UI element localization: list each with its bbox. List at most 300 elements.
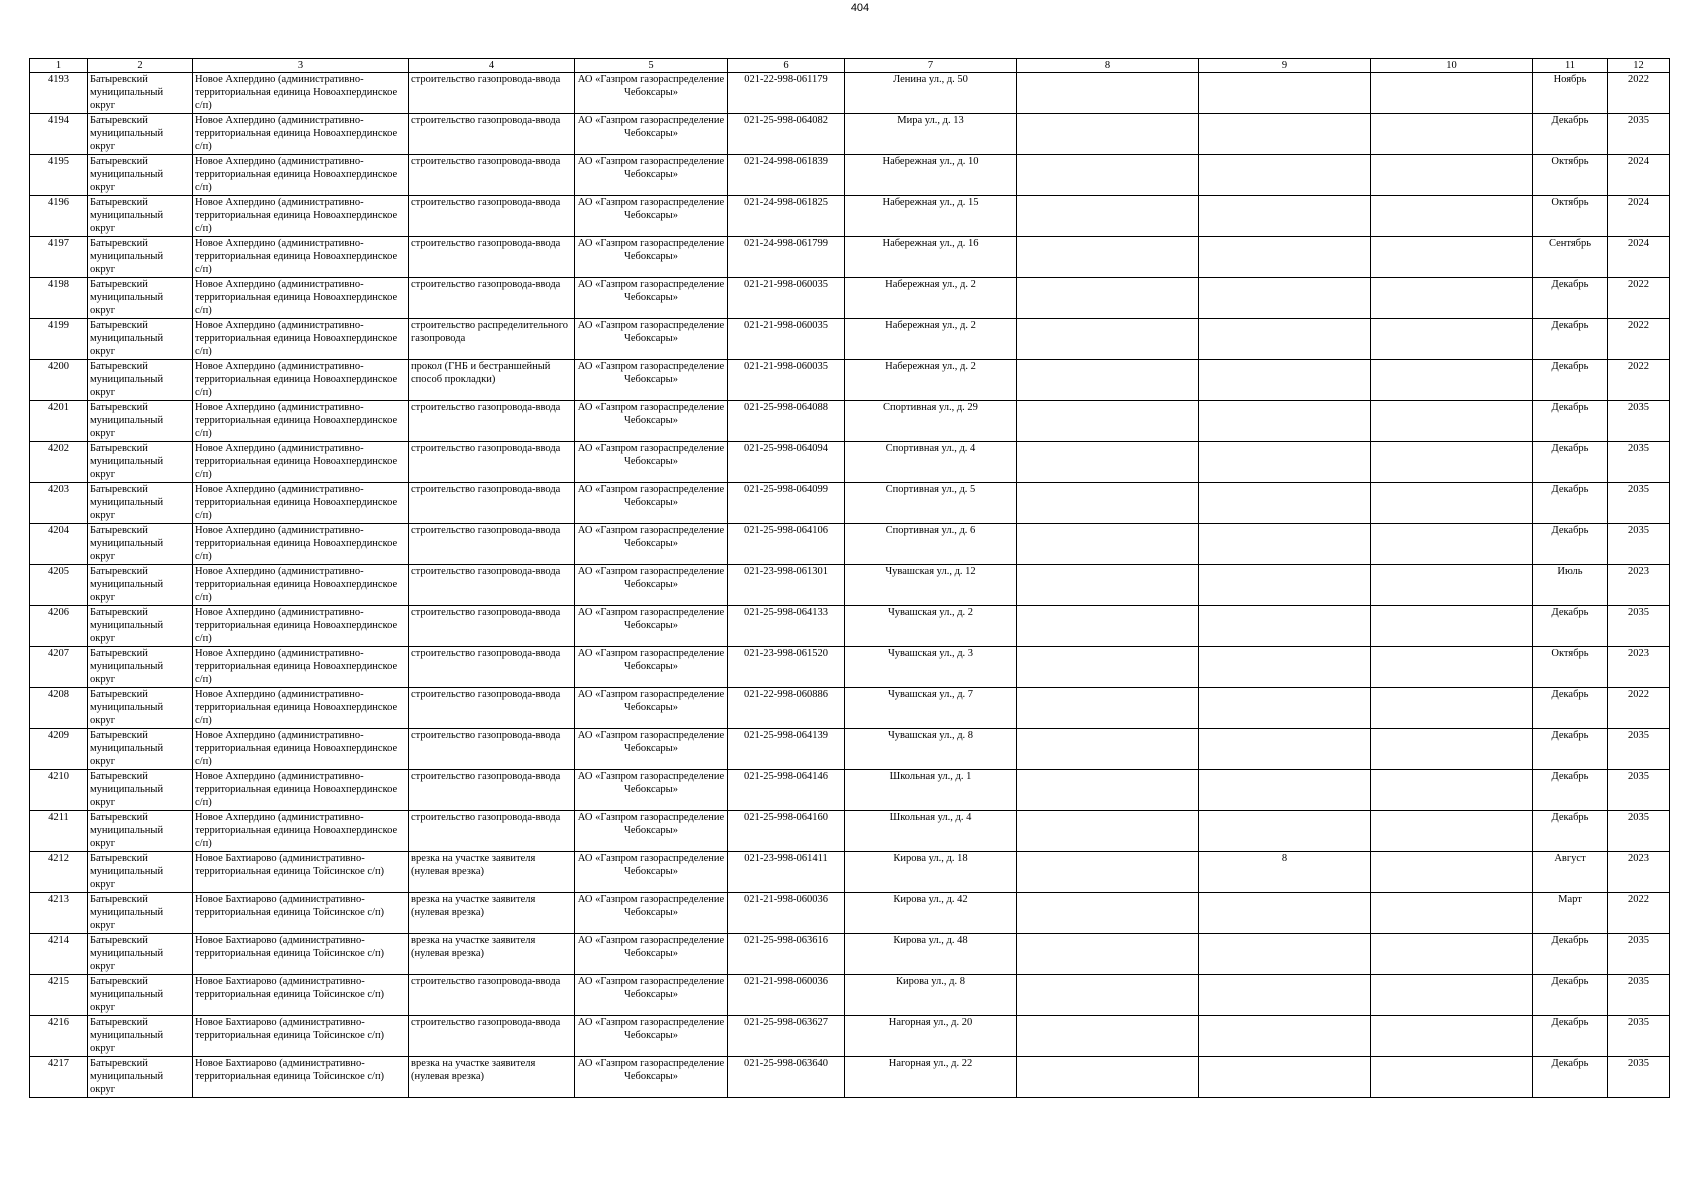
settlement-cell-text: Новое Бахтиарово (административно-территориальная единица Тойсинское с/п)	[195, 853, 385, 877]
column-9-cell	[1199, 647, 1371, 688]
row-number	[30, 196, 88, 237]
organization-cell	[575, 483, 728, 524]
row-number	[30, 1016, 88, 1057]
column-8-cell	[1017, 360, 1199, 401]
year-cell	[1608, 73, 1670, 114]
year-cell-text: 2024	[1628, 197, 1649, 208]
organization-cell-text: АО «Газпром газораспределение Чебоксары»	[577, 115, 725, 139]
year-cell	[1608, 565, 1670, 606]
organization-cell-text: АО «Газпром газораспределение Чебоксары»	[577, 935, 725, 959]
district-cell-text: Батыревский муниципальный округ	[90, 525, 164, 562]
district-cell-text: Батыревский муниципальный округ	[90, 648, 164, 685]
work-type-cell	[409, 893, 575, 934]
address-cell	[845, 688, 1017, 729]
work-type-cell-text: строительство газопровода-ввода	[411, 443, 561, 454]
column-10-cell	[1371, 1057, 1533, 1098]
table-row	[30, 401, 1670, 442]
column-10-cell	[1371, 114, 1533, 155]
settlement-cell	[193, 811, 409, 852]
work-type-cell	[409, 688, 575, 729]
table-row	[30, 319, 1670, 360]
column-10-cell	[1371, 360, 1533, 401]
address-cell-text: Чувашская ул., д. 2	[887, 607, 974, 618]
settlement-cell-text: Новое Ахпердино (административно-территориальная единица Новоахпердинское с/п)	[195, 74, 398, 111]
column-header: 10	[1371, 59, 1533, 73]
work-type-cell	[409, 319, 575, 360]
work-type-cell-text: строительство газопровода-ввода	[411, 238, 561, 249]
district-cell-text: Батыревский муниципальный округ	[90, 115, 164, 152]
organization-cell-text: АО «Газпром газораспределение Чебоксары»	[577, 320, 725, 344]
district-cell-text: Батыревский муниципальный округ	[90, 730, 164, 767]
organization-cell	[575, 319, 728, 360]
row-number-text: 4195	[48, 156, 69, 167]
month-cell	[1533, 73, 1608, 114]
month-cell-text: Март	[1558, 894, 1582, 905]
year-cell-text: 2022	[1628, 689, 1649, 700]
work-type-cell-text: строительство газопровода-ввода	[411, 1017, 561, 1028]
district-cell-text: Батыревский муниципальный округ	[90, 771, 164, 808]
object-code-cell	[728, 893, 845, 934]
address-cell-text: Мира ул., д. 13	[897, 115, 964, 126]
month-cell	[1533, 975, 1608, 1016]
district-cell-text: Батыревский муниципальный округ	[90, 812, 164, 849]
table-row	[30, 688, 1670, 729]
district-cell	[88, 155, 193, 196]
object-code-cell-text: 021-25-998-064133	[744, 607, 828, 618]
column-9-cell	[1199, 319, 1371, 360]
district-cell-text: Батыревский муниципальный округ	[90, 1017, 164, 1054]
row-number-text: 4204	[48, 525, 69, 536]
organization-cell	[575, 1016, 728, 1057]
object-code-cell-text: 021-22-998-061179	[744, 74, 828, 85]
table-row	[30, 237, 1670, 278]
object-code-cell-text: 021-25-998-063640	[744, 1058, 828, 1069]
column-8-cell	[1017, 852, 1199, 893]
object-code-cell	[728, 1016, 845, 1057]
district-cell-text: Батыревский муниципальный округ	[90, 361, 164, 398]
settlement-cell	[193, 237, 409, 278]
work-type-cell	[409, 934, 575, 975]
object-code-cell	[728, 524, 845, 565]
work-type-cell	[409, 1016, 575, 1057]
settlement-cell-text: Новое Бахтиарово (административно-территориальная единица Тойсинское с/п)	[195, 1058, 385, 1082]
work-type-cell-text: строительство газопровода-ввода	[411, 730, 561, 741]
year-cell-text: 2022	[1628, 320, 1649, 331]
year-cell	[1608, 360, 1670, 401]
district-cell-text: Батыревский муниципальный округ	[90, 607, 164, 644]
row-number	[30, 155, 88, 196]
year-cell-text: 2035	[1628, 402, 1649, 413]
address-cell-text: Набережная ул., д. 2	[885, 279, 976, 290]
organization-cell	[575, 606, 728, 647]
settlement-cell	[193, 73, 409, 114]
year-cell	[1608, 278, 1670, 319]
month-cell	[1533, 852, 1608, 893]
settlement-cell	[193, 1057, 409, 1098]
object-code-cell	[728, 278, 845, 319]
settlement-cell	[193, 688, 409, 729]
page-number: 404	[850, 2, 870, 14]
work-type-cell	[409, 483, 575, 524]
month-cell	[1533, 1057, 1608, 1098]
district-cell	[88, 852, 193, 893]
organization-cell	[575, 1057, 728, 1098]
organization-cell-text: АО «Газпром газораспределение Чебоксары»	[577, 484, 725, 508]
object-code-cell	[728, 688, 845, 729]
organization-cell	[575, 811, 728, 852]
column-10-cell	[1371, 278, 1533, 319]
header-row	[30, 59, 1670, 73]
object-code-cell-text: 021-25-998-064160	[744, 812, 828, 823]
work-type-cell-text: прокол (ГНБ и бестраншейный способ прокладки)	[411, 361, 551, 385]
column-9-cell	[1199, 524, 1371, 565]
work-type-cell-text: строительство газопровода-ввода	[411, 74, 561, 85]
year-cell-text: 2023	[1628, 648, 1649, 659]
district-cell	[88, 688, 193, 729]
district-cell-text: Батыревский муниципальный округ	[90, 279, 164, 316]
column-header: 6	[728, 59, 845, 73]
row-number	[30, 934, 88, 975]
column-10-cell	[1371, 73, 1533, 114]
district-cell-text: Батыревский муниципальный округ	[90, 484, 164, 521]
column-8-cell	[1017, 606, 1199, 647]
year-cell-text: 2035	[1628, 525, 1649, 536]
district-cell	[88, 934, 193, 975]
row-number	[30, 319, 88, 360]
district-cell-text: Батыревский муниципальный округ	[90, 443, 164, 480]
month-cell-text: Декабрь	[1551, 730, 1589, 741]
address-cell-text: Кирова ул., д. 42	[893, 894, 968, 905]
month-cell	[1533, 155, 1608, 196]
settlement-cell	[193, 975, 409, 1016]
column-8-cell	[1017, 524, 1199, 565]
settlement-cell-text: Новое Бахтиарово (административно-территориальная единица Тойсинское с/п)	[195, 894, 385, 918]
month-cell-text: Декабрь	[1551, 525, 1589, 536]
address-cell	[845, 401, 1017, 442]
row-number-text: 4213	[48, 894, 69, 905]
column-header: 5	[575, 59, 728, 73]
district-cell	[88, 483, 193, 524]
district-cell	[88, 442, 193, 483]
organization-cell	[575, 114, 728, 155]
address-cell-text: Чувашская ул., д. 8	[887, 730, 974, 741]
month-cell	[1533, 770, 1608, 811]
column-10-cell	[1371, 155, 1533, 196]
address-cell	[845, 1016, 1017, 1057]
year-cell	[1608, 524, 1670, 565]
column-10-cell	[1371, 729, 1533, 770]
settlement-cell-text: Новое Ахпердино (административно-территориальная единица Новоахпердинское с/п)	[195, 525, 398, 562]
month-cell	[1533, 278, 1608, 319]
month-cell-text: Декабрь	[1551, 484, 1589, 495]
organization-cell-text: АО «Газпром газораспределение Чебоксары»	[577, 894, 725, 918]
column-9-cell	[1199, 688, 1371, 729]
row-number-text: 4202	[48, 443, 69, 454]
address-cell-text: Чувашская ул., д. 7	[887, 689, 974, 700]
settlement-cell	[193, 770, 409, 811]
object-code-cell-text: 021-23-998-061411	[744, 853, 828, 864]
work-type-cell	[409, 401, 575, 442]
row-number	[30, 893, 88, 934]
address-cell-text: Спортивная ул., д. 6	[885, 525, 976, 536]
object-code-cell	[728, 360, 845, 401]
organization-cell	[575, 852, 728, 893]
table-row	[30, 73, 1670, 114]
year-cell-text: 2035	[1628, 730, 1649, 741]
organization-cell	[575, 975, 728, 1016]
year-cell-text: 2023	[1628, 853, 1649, 864]
district-cell-text: Батыревский муниципальный округ	[90, 894, 164, 931]
row-number-text: 4206	[48, 607, 69, 618]
object-code-cell	[728, 319, 845, 360]
row-number	[30, 852, 88, 893]
column-9-cell	[1199, 114, 1371, 155]
table-row	[30, 811, 1670, 852]
row-number	[30, 647, 88, 688]
column-10-cell	[1371, 893, 1533, 934]
object-code-cell	[728, 442, 845, 483]
table-row	[30, 155, 1670, 196]
column-9-cell	[1199, 73, 1371, 114]
year-cell	[1608, 114, 1670, 155]
row-number-text: 4217	[48, 1058, 69, 1069]
month-cell	[1533, 483, 1608, 524]
column-header: 8	[1017, 59, 1199, 73]
column-10-cell	[1371, 975, 1533, 1016]
district-cell	[88, 196, 193, 237]
object-code-cell	[728, 565, 845, 606]
month-cell	[1533, 360, 1608, 401]
address-cell-text: Набережная ул., д. 10	[882, 156, 979, 167]
settlement-cell-text: Новое Ахпердино (административно-территориальная единица Новоахпердинское с/п)	[195, 689, 398, 726]
month-cell-text: Сентябрь	[1548, 238, 1592, 249]
settlement-cell	[193, 606, 409, 647]
year-cell-text: 2035	[1628, 1017, 1649, 1028]
month-cell-text: Декабрь	[1551, 607, 1589, 618]
district-cell	[88, 73, 193, 114]
row-number-text: 4212	[48, 853, 69, 864]
table-row	[30, 934, 1670, 975]
work-type-cell	[409, 114, 575, 155]
column-10-cell	[1371, 565, 1533, 606]
row-number	[30, 1057, 88, 1098]
column-9-cell	[1199, 729, 1371, 770]
work-type-cell	[409, 729, 575, 770]
object-code-cell	[728, 237, 845, 278]
month-cell-text: Декабрь	[1551, 771, 1589, 782]
table-row	[30, 647, 1670, 688]
month-cell	[1533, 647, 1608, 688]
month-cell	[1533, 442, 1608, 483]
month-cell-text: Октябрь	[1551, 648, 1589, 659]
object-code-cell	[728, 934, 845, 975]
organization-cell-text: АО «Газпром газораспределение Чебоксары»	[577, 1017, 725, 1041]
column-9-cell-text: 8	[1281, 853, 1288, 864]
column-8-cell	[1017, 196, 1199, 237]
work-type-cell	[409, 278, 575, 319]
district-cell-text: Батыревский муниципальный округ	[90, 1058, 164, 1095]
settlement-cell-text: Новое Ахпердино (административно-территориальная единица Новоахпердинское с/п)	[195, 279, 398, 316]
row-number	[30, 278, 88, 319]
month-cell	[1533, 524, 1608, 565]
column-header: 7	[845, 59, 1017, 73]
column-9-cell	[1199, 934, 1371, 975]
address-cell	[845, 524, 1017, 565]
year-cell	[1608, 1057, 1670, 1098]
month-cell	[1533, 729, 1608, 770]
column-8-cell	[1017, 893, 1199, 934]
year-cell	[1608, 237, 1670, 278]
address-cell-text: Набережная ул., д. 15	[882, 197, 979, 208]
address-cell	[845, 155, 1017, 196]
settlement-cell	[193, 729, 409, 770]
object-code-cell	[728, 196, 845, 237]
month-cell-text: Декабрь	[1551, 361, 1589, 372]
row-number-text: 4210	[48, 771, 69, 782]
organization-cell	[575, 688, 728, 729]
column-header: 1	[30, 59, 88, 73]
month-cell-text: Декабрь	[1551, 279, 1589, 290]
district-cell	[88, 606, 193, 647]
organization-cell	[575, 565, 728, 606]
object-code-cell-text: 021-21-998-060036	[744, 976, 828, 987]
table-row	[30, 114, 1670, 155]
work-type-cell	[409, 811, 575, 852]
table-body	[30, 73, 1670, 1098]
row-number	[30, 360, 88, 401]
row-number	[30, 73, 88, 114]
row-number	[30, 237, 88, 278]
address-cell	[845, 319, 1017, 360]
row-number-text: 4203	[48, 484, 69, 495]
month-cell	[1533, 688, 1608, 729]
district-cell-text: Батыревский муниципальный округ	[90, 689, 164, 726]
year-cell	[1608, 401, 1670, 442]
year-cell-text: 2024	[1628, 156, 1649, 167]
object-code-cell-text: 021-24-998-061799	[744, 238, 828, 249]
address-cell-text: Чувашская ул., д. 3	[887, 648, 974, 659]
object-code-cell-text: 021-21-998-060035	[744, 361, 828, 372]
settlement-cell	[193, 1016, 409, 1057]
address-cell-text: Нагорная ул., д. 20	[888, 1017, 973, 1028]
year-cell-text: 2022	[1628, 74, 1649, 85]
organization-cell-text: АО «Газпром газораспределение Чебоксары»	[577, 156, 725, 180]
settlement-cell	[193, 360, 409, 401]
column-8-cell	[1017, 934, 1199, 975]
month-cell	[1533, 565, 1608, 606]
settlement-cell	[193, 196, 409, 237]
settlement-cell-text: Новое Ахпердино (административно-территориальная единица Новоахпердинское с/п)	[195, 361, 398, 398]
settlement-cell-text: Новое Ахпердино (административно-территориальная единица Новоахпердинское с/п)	[195, 607, 398, 644]
district-cell	[88, 237, 193, 278]
column-10-cell	[1371, 196, 1533, 237]
settlement-cell-text: Новое Ахпердино (административно-территориальная единица Новоахпердинское с/п)	[195, 771, 398, 808]
work-type-cell-text: строительство газопровода-ввода	[411, 976, 561, 987]
column-10-cell	[1371, 401, 1533, 442]
month-cell	[1533, 893, 1608, 934]
column-8-cell	[1017, 483, 1199, 524]
month-cell	[1533, 606, 1608, 647]
work-type-cell-text: врезка на участке заявителя (нулевая врезка)	[411, 894, 536, 918]
column-10-cell	[1371, 483, 1533, 524]
district-cell-text: Батыревский муниципальный округ	[90, 566, 164, 603]
table-row	[30, 524, 1670, 565]
work-type-cell-text: строительство газопровода-ввода	[411, 771, 561, 782]
settlement-cell-text: Новое Ахпердино (административно-территориальная единица Новоахпердинское с/п)	[195, 197, 398, 234]
column-8-cell	[1017, 565, 1199, 606]
column-10-cell	[1371, 811, 1533, 852]
row-number-text: 4201	[48, 402, 69, 413]
district-cell-text: Батыревский муниципальный округ	[90, 156, 164, 193]
year-cell-text: 2035	[1628, 1058, 1649, 1069]
address-cell	[845, 606, 1017, 647]
district-cell	[88, 811, 193, 852]
address-cell	[845, 1057, 1017, 1098]
column-8-cell	[1017, 237, 1199, 278]
district-cell-text: Батыревский муниципальный округ	[90, 197, 164, 234]
month-cell	[1533, 1016, 1608, 1057]
column-9-cell	[1199, 278, 1371, 319]
organization-cell	[575, 278, 728, 319]
organization-cell	[575, 647, 728, 688]
month-cell-text: Декабрь	[1551, 320, 1589, 331]
object-code-cell	[728, 975, 845, 1016]
table-row	[30, 729, 1670, 770]
address-cell	[845, 73, 1017, 114]
object-code-cell	[728, 155, 845, 196]
year-cell	[1608, 442, 1670, 483]
work-type-cell-text: строительство газопровода-ввода	[411, 812, 561, 823]
column-8-cell	[1017, 688, 1199, 729]
row-number	[30, 442, 88, 483]
work-type-cell	[409, 565, 575, 606]
work-type-cell	[409, 1057, 575, 1098]
column-9-cell	[1199, 237, 1371, 278]
month-cell-text: Декабрь	[1551, 689, 1589, 700]
row-number	[30, 565, 88, 606]
table-row	[30, 360, 1670, 401]
column-9-cell	[1199, 442, 1371, 483]
month-cell-text: Декабрь	[1551, 812, 1589, 823]
column-9-cell	[1199, 770, 1371, 811]
column-8-cell	[1017, 114, 1199, 155]
address-cell	[845, 975, 1017, 1016]
district-cell	[88, 401, 193, 442]
row-number-text: 4216	[48, 1017, 69, 1028]
object-code-cell	[728, 483, 845, 524]
object-code-cell	[728, 770, 845, 811]
column-8-cell	[1017, 442, 1199, 483]
settlement-cell-text: Новое Ахпердино (административно-территориальная единица Новоахпердинское с/п)	[195, 566, 398, 603]
month-cell-text: Ноябрь	[1553, 74, 1587, 85]
district-cell	[88, 893, 193, 934]
table-row	[30, 893, 1670, 934]
month-cell	[1533, 934, 1608, 975]
settlement-cell	[193, 401, 409, 442]
object-code-cell-text: 021-25-998-064094	[744, 443, 828, 454]
table-row	[30, 442, 1670, 483]
settlement-cell-text: Новое Ахпердино (административно-территориальная единица Новоахпердинское с/п)	[195, 320, 398, 357]
object-code-cell-text: 021-23-998-061301	[744, 566, 828, 577]
column-8-cell	[1017, 319, 1199, 360]
row-number-text: 4214	[48, 935, 69, 946]
year-cell	[1608, 729, 1670, 770]
object-code-cell	[728, 114, 845, 155]
column-header: 11	[1533, 59, 1608, 73]
work-type-cell-text: строительство газопровода-ввода	[411, 689, 561, 700]
month-cell-text: Декабрь	[1551, 935, 1589, 946]
district-cell-text: Батыревский муниципальный округ	[90, 74, 164, 111]
